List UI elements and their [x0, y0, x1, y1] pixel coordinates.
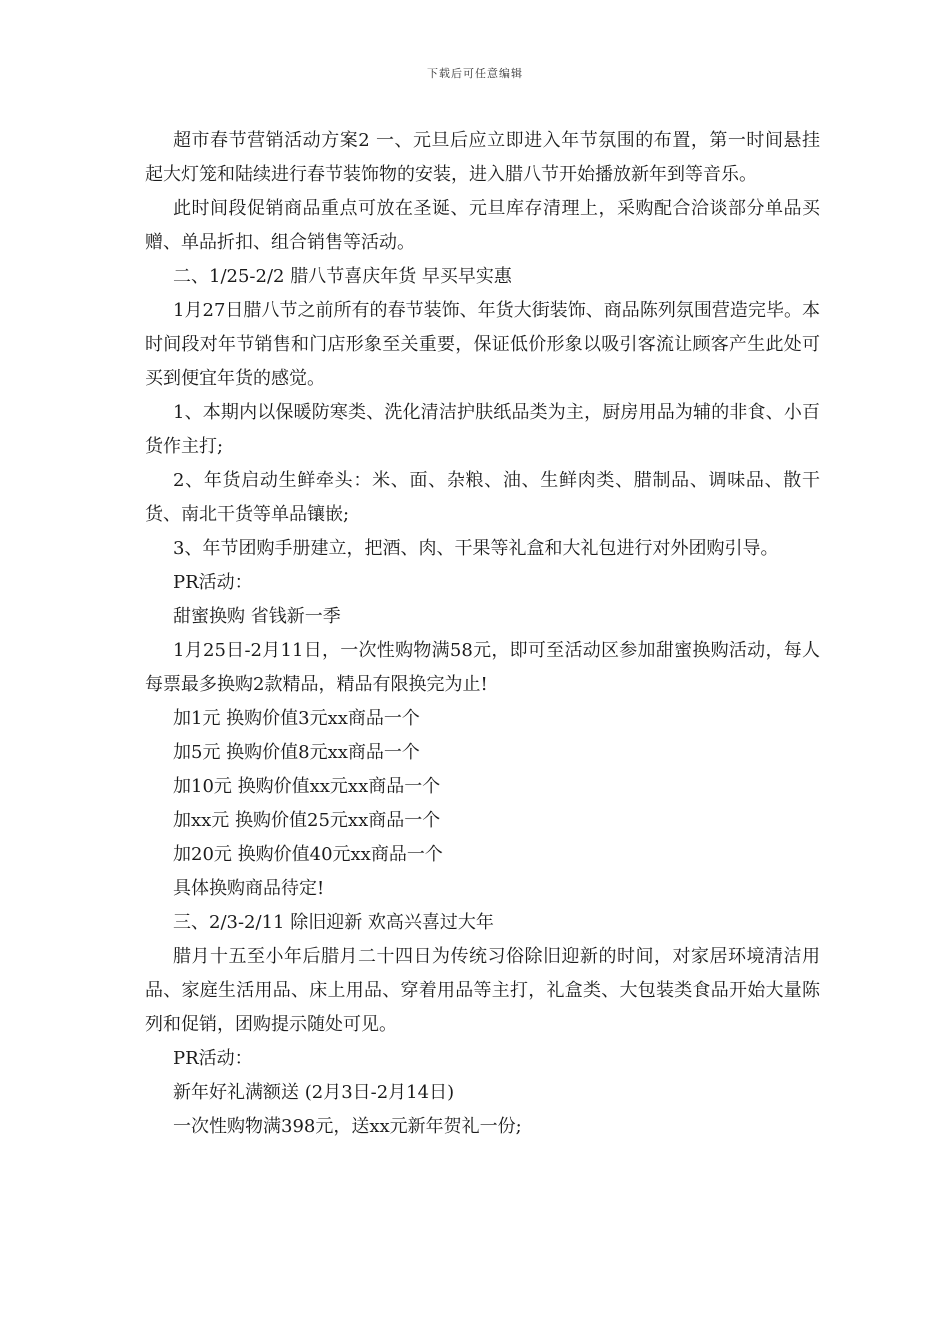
list-item: 2、年货启动生鲜牵头：米、面、杂粮、油、生鲜肉类、腊制品、调味品、散干货、南北干货等单品镶嵌; [145, 470, 820, 525]
offer-line: 加5元 换购价值8元xx商品一个 [173, 742, 420, 763]
offer-line: 加1元 换购价值3元xx商品一个 [173, 708, 420, 729]
section-heading: 二、1/25-2/2 腊八节喜庆年货 早买早实惠 [173, 266, 512, 287]
paragraph: 具体换购商品待定! [173, 878, 325, 899]
pr-label: PR活动： [173, 572, 253, 593]
pr-label: PR活动： [173, 1048, 253, 1069]
list-item: 3、年节团购手册建立，把酒、肉、干果等礼盒和大礼包进行对外团购引导。 [173, 538, 779, 559]
paragraph: 1月27日腊八节之前所有的春节装饰、年货大街装饰、商品陈列氛围营造完毕。本时间段对年节销售和门店形象至关重要，保证低价形象以吸引客流让顾客产生此处可买到便宜年货的感觉。 [145, 300, 820, 389]
page-header: 下载后可任意编辑 [427, 67, 523, 80]
activity-title: 甜蜜换购 省钱新一季 [173, 606, 341, 627]
paragraph: 此时间段促销商品重点可放在圣诞、元旦库存清理上，采购配合洽谈部分单品买赠、单品折扣、组合销售等活动。 [145, 198, 820, 253]
paragraph: 一次性购物满398元，送xx元新年贺礼一份; [173, 1116, 522, 1137]
document-body [145, 124, 820, 1144]
paragraph: 腊月十五至小年后腊月二十四日为传统习俗除旧迎新的时间，对家居环境清洁用品、家庭生活用品、床上用品、穿着用品等主打，礼盒类、大包装类食品开始大量陈列和促销，团购提示随处可见。 [145, 946, 820, 1035]
offer-line: 加20元 换购价值40元xx商品一个 [173, 844, 443, 865]
list-item: 1、本期内以保暖防寒类、洗化清洁护肤纸品类为主，厨房用品为辅的非食、小百货作主打; [145, 402, 820, 457]
section-heading: 三、2/3-2/11 除旧迎新 欢高兴喜过大年 [173, 912, 494, 933]
offer-line: 加xx元 换购价值25元xx商品一个 [173, 810, 441, 831]
paragraph: 1月25日-2月11日，一次性购物满58元，即可至活动区参加甜蜜换购活动，每人每票最多换购2款精品，精品有限换完为止! [145, 640, 820, 695]
activity-title: 新年好礼满额送 (2月3日-2月14日) [173, 1082, 455, 1103]
paragraph: 超市春节营销活动方案2 一、元旦后应立即进入年节氛围的布置，第一时间悬挂起大灯笼和陆续进行春节装饰物的安装，进入腊八节开始播放新年到等音乐。 [145, 130, 820, 185]
offer-line: 加10元 换购价值xx元xx商品一个 [173, 776, 441, 797]
